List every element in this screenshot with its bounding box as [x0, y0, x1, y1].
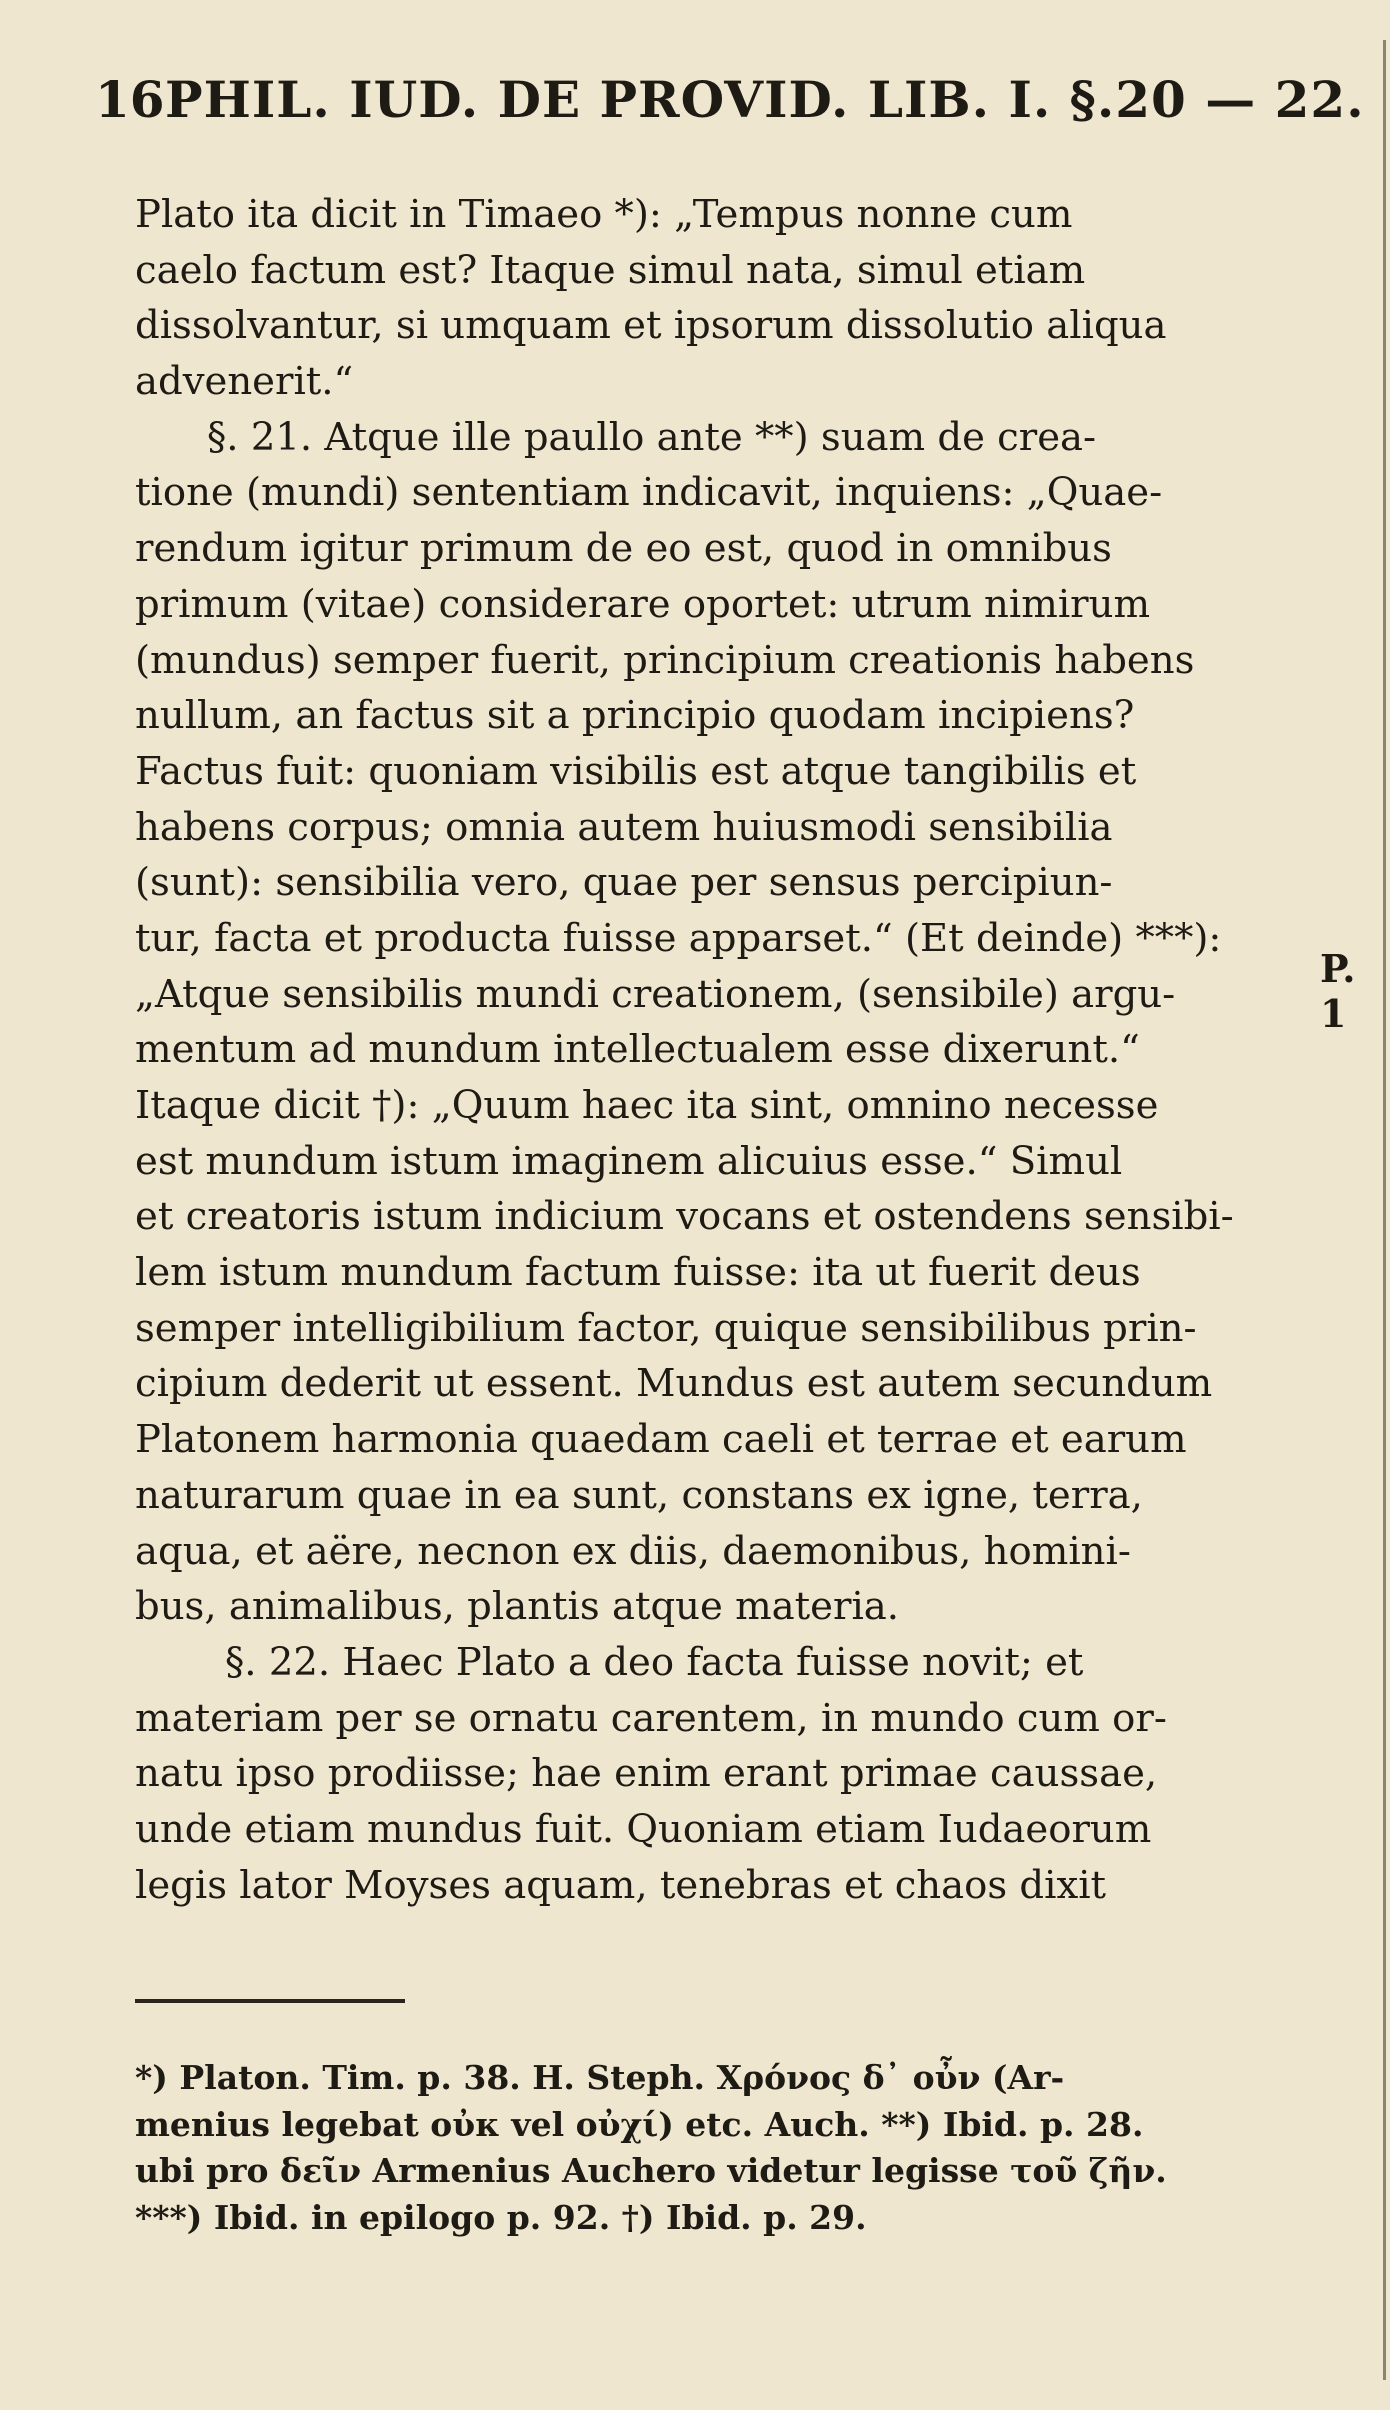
text-line: unde etiam mundus fuit. Quoniam etiam Iudaeorum	[135, 1806, 1152, 1852]
text-line: naturarum quae in ea sunt, constans ex igne, terra,	[135, 1472, 1143, 1518]
margin-page-reference: P. 1	[1320, 946, 1356, 1036]
page-edge-shadow	[1383, 40, 1386, 2380]
text-line: est mundum istum imaginem alicuius esse.“ Simul	[135, 1138, 1123, 1184]
text-line: „Atque sensibilis mundi creationem, (sensibile) argu-	[135, 971, 1176, 1017]
text-line: et creatoris istum indicium vocans et ostendens sensibi-	[135, 1194, 1234, 1240]
text-line: advenerit.“	[135, 359, 354, 405]
text-line: dissolvantur, si umquam et ipsorum dissolutio aliqua	[135, 303, 1167, 349]
text-line: nullum, an factus sit a principio quodam incipiens?	[135, 693, 1135, 739]
text-line: lem istum mundum factum fuisse: ita ut fuerit deus	[135, 1250, 1141, 1296]
text-line: Plato ita dicit in Timaeo *): „Tempus nonne cum	[135, 192, 1073, 237]
text-line: habens corpus; omnia autem huiusmodi sensibilia	[135, 804, 1113, 850]
footnote-line: ubi pro δεῖν Armenius Auchero videtur legisse τοῦ ζῆν.	[135, 2151, 1167, 2190]
main-text	[135, 187, 1365, 1913]
text-line: Platonem harmonia quaedam caeli et terrae et earum	[135, 1417, 1187, 1463]
text-line: legis lator Moyses aquam, tenebras et chaos dixit	[135, 1862, 1107, 1908]
text-line: natu ipso prodiisse; hae enim erant primae caussae,	[135, 1751, 1158, 1797]
text-line: semper intelligibilium factor, quique sensibilibus prin-	[135, 1305, 1197, 1351]
text-line: Factus fuit: quoniam visibilis est atque tangibilis et	[135, 748, 1137, 794]
text-line: caelo factum est? Itaque simul nata, simul etiam	[135, 247, 1086, 293]
running-head	[0, 70, 1390, 140]
text-line: §. 21. Atque ille paullo ante **) suam de crea-	[207, 414, 1097, 460]
text-line: Itaque dicit †): „Quum haec ita sint, omnino necesse	[135, 1083, 1159, 1128]
footnote-line: ***) Ibid. in epilogo p. 92. †) Ibid. p. 29.	[135, 2197, 867, 2237]
footnote-line: menius legebat οὐκ vel οὐχί) etc. Auch. **) Ibid. p. 28.	[135, 2104, 1144, 2144]
running-title: PHIL. IUD. DE PROVID. LIB. I. §.20 — 22.	[165, 70, 1365, 129]
footnotes	[135, 2055, 1365, 2241]
footnote-line: *) Platon. Tim. p. 38. H. Steph. Χρόνος δ᾽ οὖν (Ar-	[135, 2058, 1065, 2097]
text-line: tur, facta et producta fuisse apparset.“ (Et deinde) ***):	[135, 915, 1222, 961]
text-line: rendum igitur primum de eo est, quod in omnibus	[135, 526, 1112, 572]
text-line: §. 22. Haec Plato a deo facta fuisse novit; et	[225, 1639, 1084, 1685]
text-line: (sunt): sensibilia vero, quae per sensus percipiun-	[135, 860, 1113, 906]
text-line: aqua, et aëre, necnon ex diis, daemonibus, homini-	[135, 1528, 1131, 1574]
text-line: materiam per se ornatu carentem, in mundo cum or-	[135, 1695, 1167, 1741]
text-line: (mundus) semper fuerit, principium creationis habens	[135, 637, 1195, 683]
text-line: bus, animalibus, plantis atque materia.	[135, 1584, 900, 1630]
text-line: primum (vitae) considerare oportet: utrum nimirum	[135, 581, 1151, 627]
text-line: mentum ad mundum intellectualem esse dixerunt.“	[135, 1027, 1140, 1073]
text-line: tione (mundi) sententiam indicavit, inquiens: „Quae-	[135, 470, 1163, 516]
text-line: cipium dederit ut essent. Mundus est autem secundum	[135, 1361, 1213, 1407]
page-number: 16	[95, 70, 165, 129]
footnote-divider	[135, 1999, 405, 2003]
